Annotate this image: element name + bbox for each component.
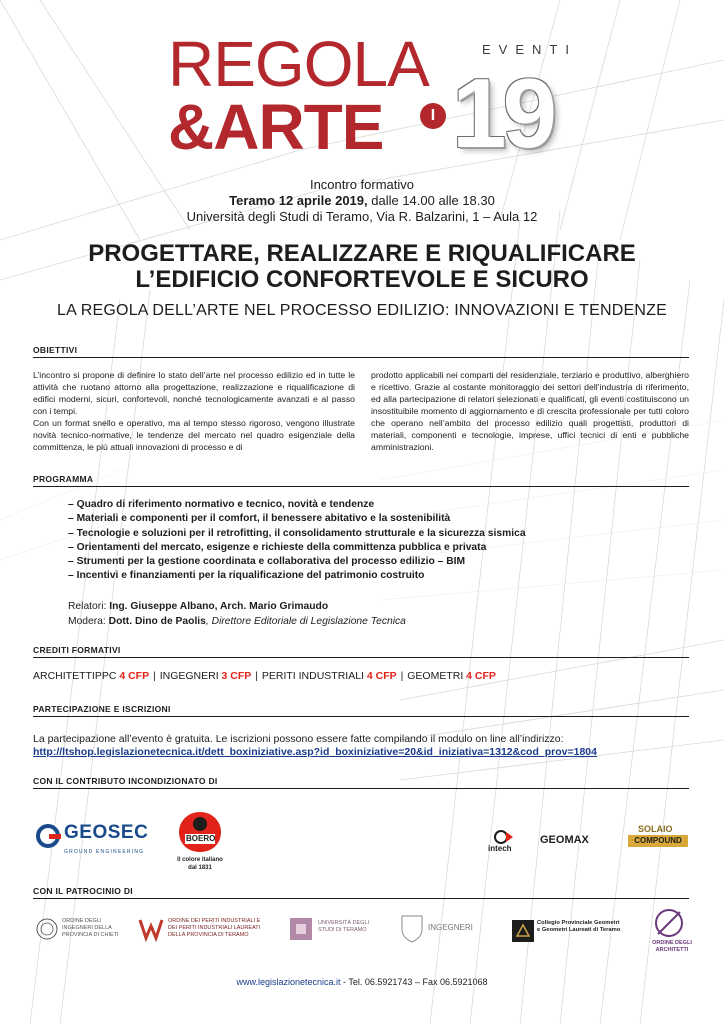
- main-title-line1: PROGETTARE, REALIZZARE E RIQUALIFICARE: [88, 240, 636, 267]
- patrocinio-logo-text: UNIVERSITÀ DEGLI STUDI DI TERAMO: [318, 920, 370, 933]
- university-cube-icon: [288, 916, 314, 942]
- contributo-heading: CON IL CONTRIBUTO INCONDIZIONATO DI: [33, 776, 218, 786]
- obiettivi-heading: OBIETTIVI: [33, 345, 78, 355]
- obiettivi-paragraph: prodotto applicabili nei comparti del residenziale, terziario e produttivo, alberghiero e ricettivo. Grazie al costante monitoraggio dei settori dell’industria di riferimento, ed alla partecipazione di relatori selezionati e qualificati, gli eventi costituiscono un insostituibile momento di aggiornamento e di crescita professionale per tutti coloro che operano nell’ambito del processo edilizio quali progettisti, produttori di materiali, componenti e tecnologie, imprese, uffici tecnici di enti e pubbliche amministrazioni.: [371, 370, 689, 452]
- ordine-ingegneri-logo: [400, 912, 490, 952]
- crediti-label: INGEGNERI: [159, 670, 222, 682]
- programma-item: – Quadro di riferimento normativo e tecnico, novità e tendenze: [68, 499, 375, 510]
- main-title-line2: L’EDIFICIO CONFORTEVOLE E SICURO: [135, 266, 589, 293]
- collegio-geometri-teramo-logo: [512, 920, 624, 946]
- obiettivi-rule: [33, 357, 689, 358]
- intech-wordmark: intech: [488, 844, 512, 853]
- crediti-heading: CREDITI FORMATIVI: [33, 645, 121, 655]
- crediti-value: 3 CFP: [221, 670, 252, 682]
- modera-name: Dott. Dino de Paolis: [108, 616, 206, 627]
- logo-arte: &ARTE: [168, 91, 384, 163]
- geosec-tagline: GROUND ENGINEERING: [64, 849, 145, 855]
- crediti-separator: |: [255, 670, 258, 682]
- patrocinio-rule: [33, 898, 689, 899]
- crediti-separator: |: [400, 670, 404, 682]
- obiettivi-col1: [33, 369, 355, 453]
- crest-icon: [400, 914, 424, 944]
- geometri-mark-icon: [512, 920, 534, 942]
- boero-tagline-line: Il colore italiano: [177, 857, 223, 863]
- patrocinio-logo-text: ORDINE DEI PERITI INDUSTRIALI E DEI PERITI INDUSTRIALI LAUREATI DELLA PROVINCIA DI TERAMO: [168, 918, 261, 938]
- logo-regola: REGOLA: [168, 28, 429, 100]
- programma-item: – Materiali e componenti per il comfort, il benessere abitativo e la sostenibilità: [68, 513, 451, 525]
- obiettivi-col2: [371, 369, 689, 453]
- modera-role: , Direttore Editoriale di Legislazione Tecnica: [205, 616, 406, 627]
- crediti-value: 4 CFP: [466, 670, 496, 682]
- event-venue: Università degli Studi di Teramo, Via R. Balzarini, 1 – Aula 12: [186, 209, 538, 224]
- footer: [0, 977, 724, 987]
- partecipazione-text: La partecipazione all’evento è gratuita. Le iscrizioni possono essere fatte compilando il modulo on line all’indirizzo:: [33, 733, 564, 745]
- logo-eventi: EVENTI: [482, 42, 577, 57]
- crediti-label: GEOMETRI: [407, 670, 467, 682]
- obiettivi-paragraph: L’incontro si propone di definire lo stato dell’arte nel processo edilizio ed in tutte le attività che ruotano attorno alla progettazione, realizzazione e riqualificazione di edifici moderni, sicuri, confortevoli, nonché tecnologicamente avanzati e al passo con i tempi.: [33, 370, 355, 416]
- patrocinio-logo-text: INGEGNERI: [428, 923, 473, 932]
- intech-logo: [488, 830, 524, 854]
- obiettivi-paragraph: Con un format snello e operativo, ma al tempo stesso rigoroso, vengono illustrate novità tecnico-normative, le tendenze del mercato nel quadro esigenziale della committenza, le più attuali innovazioni di processo e di: [33, 418, 355, 452]
- solaio-compound-logo: [628, 822, 690, 850]
- crediti-label: ARCHITETTIPPC: [33, 670, 120, 682]
- footer-website-link[interactable]: www.legislazionetecnica.it: [236, 977, 341, 987]
- crediti-label: PERITI INDUSTRIALI: [261, 670, 367, 682]
- geosec-logo: [36, 822, 156, 858]
- ordine-ingegneri-chieti-logo: [36, 912, 126, 952]
- partecipazione-heading: PARTECIPAZIONE E ISCRIZIONI: [33, 704, 171, 714]
- programma-heading: PROGRAMMA: [33, 474, 94, 484]
- periti-mark-icon: [138, 916, 164, 942]
- programma-list: [68, 498, 526, 584]
- programma-item: – Orientamenti del mercato, esigenze e richieste della committenza pubblica e privata: [68, 541, 487, 553]
- boero-mark-icon: [175, 810, 225, 854]
- architetti-mark-icon: [654, 908, 684, 938]
- registration-link[interactable]: http://ltshop.legislazionetecnica.it/dett_boxiniziative.asp?id_boxiniziative=20&id_iniziativa=1312&cod_prov=1804: [33, 746, 597, 758]
- patrocinio-logo-text: Collegio Provinciale Geometri e Geometri Laureati di Teramo: [537, 920, 621, 933]
- subtitle: LA REGOLA DELL’ARTE NEL PROCESSO EDILIZIO: INNOVAZIONI E TENDENZE: [57, 302, 667, 319]
- logo-year: 19: [452, 58, 554, 168]
- crediti-separator: |: [153, 670, 156, 682]
- geosec-mark-icon: [36, 824, 62, 848]
- boero-wordmark: BOERO: [186, 834, 216, 843]
- crediti-value: 4 CFP: [119, 670, 150, 682]
- partecipazione-rule: [33, 716, 689, 717]
- patrocinio-logo-text: ORDINE DEGLI ARCHITETTI: [652, 940, 692, 953]
- footer-contacts: - Tel. 06.5921743 – Fax 06.5921068: [340, 977, 488, 987]
- event-date-time: [0, 193, 724, 208]
- ordine-architetti-logo: [640, 908, 700, 958]
- modera-line: [68, 615, 406, 629]
- logo-edition-badge: I: [420, 103, 446, 129]
- geomax-logo: GEOMAX: [540, 834, 589, 846]
- relatori-line: [68, 600, 328, 614]
- crediti-value: 4 CFP: [366, 670, 397, 682]
- periti-industriali-teramo-logo: [138, 912, 268, 952]
- relatori-label: Relatori:: [68, 601, 110, 612]
- event-time: dalle 14.00 alle 18.30: [367, 193, 495, 208]
- programma-item: – Tecnologie e soluzioni per il retrofitting, il consolidamento strutturale e la sicurezza sismica: [68, 527, 526, 539]
- patrocinio-logo-text: ORDINE DEGLI INGEGNERI DELLA PROVINCIA DI CHIETI: [62, 918, 119, 938]
- universita-teramo-logo: [288, 912, 378, 952]
- crediti-line: [33, 670, 496, 682]
- boero-tagline: [170, 856, 230, 872]
- crediti-rule: [33, 657, 689, 658]
- solaio-word: SOLAIO: [638, 824, 673, 834]
- boero-tagline-line: dal 1831: [188, 865, 212, 871]
- event-kind: Incontro formativo: [309, 177, 415, 192]
- programma-rule: [33, 486, 689, 487]
- modera-label: Modera:: [68, 616, 109, 627]
- programma-item: – Incentivi e finanziamenti per la riqualificazione del patrimonio costruito: [68, 570, 425, 582]
- patrocinio-heading: CON IL PATROCINIO DI: [33, 886, 133, 896]
- seal-icon: [36, 918, 58, 940]
- intech-mark-icon: [494, 830, 514, 844]
- geosec-wordmark: GEOSEC: [64, 822, 149, 843]
- event-date: Teramo 12 aprile 2019,: [229, 193, 368, 208]
- relatori-names: Ing. Giuseppe Albano, Arch. Mario Grimaudo: [109, 601, 329, 612]
- contributo-rule: [33, 788, 689, 789]
- compound-word: COMPOUND: [628, 835, 688, 847]
- programma-item: – Strumenti per la gestione coordinata e collaborativa del processo edilizio – BIM: [68, 556, 466, 568]
